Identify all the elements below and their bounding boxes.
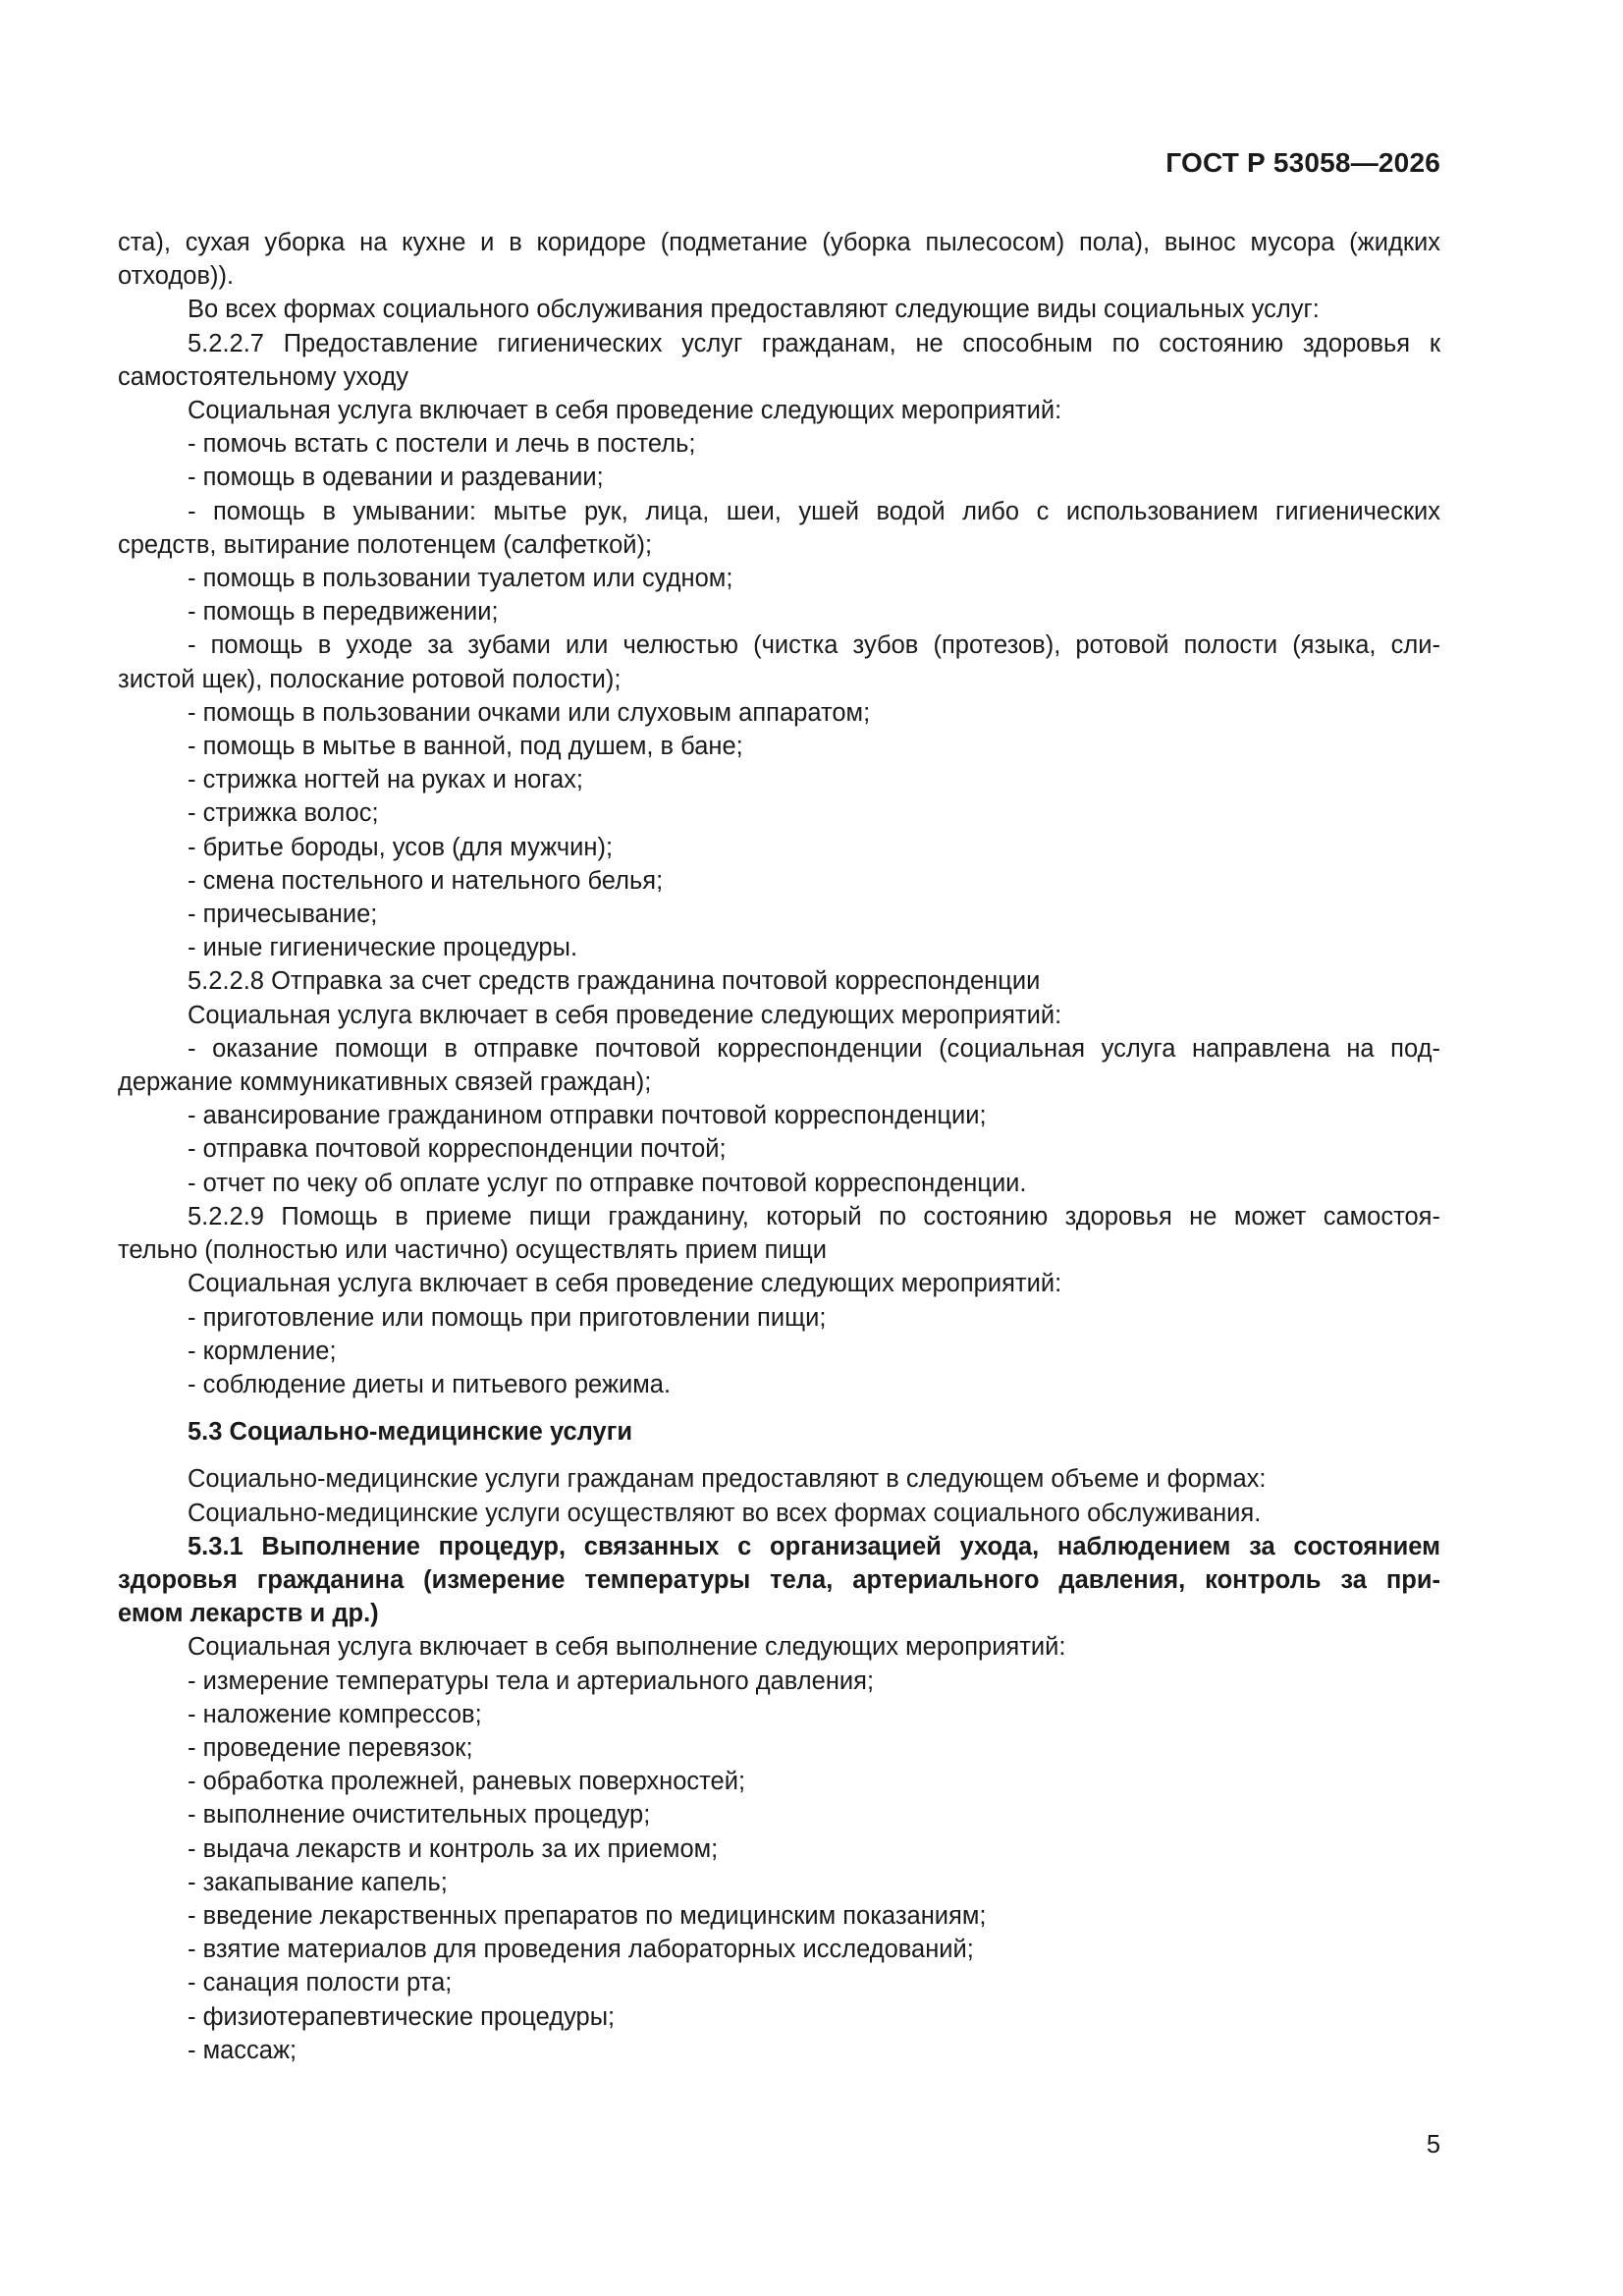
section-5-3-title: 5.3 Социально-медицинские услуги <box>188 1418 633 1447</box>
list-item: - измерение температуры тела и артериального давления; <box>188 1667 875 1695</box>
list-item: - помощь в пользовании очками или слуховым аппаратом; <box>188 698 871 727</box>
list-item: - массаж; <box>188 2036 298 2064</box>
clause-5-2-2-7-title: 5.2.2.7 Предоставление гигиенических услуг гражданам, не способным по состоянию здоровья к <box>188 329 1440 357</box>
list-item: - выдача лекарств и контроль за их приемом; <box>188 1834 719 1863</box>
list-item: - помощь в умывании: мытье рук, лица, шеи, ушей водой либо с использованием гигиенических <box>188 497 1440 525</box>
clause-5-2-2-9-title-cont: тельно (полностью или частично) осуществлять прием пищи <box>118 1236 827 1265</box>
paragraph: отходов)). <box>118 262 235 291</box>
list-item: - выполнение очистительных процедур; <box>188 1801 651 1830</box>
list-item: - помочь встать с постели и лечь в постель; <box>188 430 696 459</box>
clause-5-2-2-8-title: 5.2.2.8 Отправка за счет средств гражданина почтовой корреспонденции <box>188 967 1041 996</box>
list-item: - введение лекарственных препаратов по медицинским показаниям; <box>188 1901 987 1930</box>
page-number: 5 <box>1426 2131 1440 2159</box>
paragraph: ста), сухая уборка на кухне и в коридоре (подметание (уборка пылесосом) пола), вынос мусора (жидких <box>118 229 1440 256</box>
list-item: - проведение перевязок; <box>188 1733 473 1762</box>
list-item-cont: средств, вытирание полотенцем (салфеткой); <box>118 530 653 559</box>
list-item: - оказание помощи в отправке почтовой корреспонденции (социальная услуга направлена на под- <box>188 1034 1440 1063</box>
list-item: - кормление; <box>188 1337 337 1365</box>
list-item: - помощь в пользовании туалетом или судном; <box>188 565 733 593</box>
clause-5-2-2-9-title: 5.2.2.9 Помощь в приеме пищи гражданину, который по состоянию здоровья не может самостоя- <box>188 1202 1440 1230</box>
list-item: - стрижка волос; <box>188 799 379 828</box>
list-item: - помощь в одевании и раздевании; <box>188 464 604 492</box>
list-item: - санация полости рта; <box>188 1969 453 1997</box>
list-item: - авансирование гражданином отправки почтовой корреспонденции; <box>188 1102 987 1130</box>
clause-5-3-1-title-cont: емом лекарств и др.) <box>118 1600 379 1628</box>
list-item: - приготовление или помощь при приготовлении пищи; <box>188 1303 827 1332</box>
list-item: - соблюдение диеты и питьевого режима. <box>188 1370 672 1398</box>
list-item: - причесывание; <box>188 901 378 929</box>
list-item: - обработка пролежней, раневых поверхностей; <box>188 1768 746 1796</box>
list-item: - физиотерапевтические процедуры; <box>188 2002 616 2031</box>
paragraph: Социальная услуга включает в себя проведение следующих мероприятий: <box>188 397 1062 425</box>
paragraph: Социальная услуга включает в себя выполнение следующих мероприятий: <box>188 1633 1066 1662</box>
document-header-code: ГОСТ Р 53058—2026 <box>1165 147 1440 178</box>
list-item: - помощь в передвижении; <box>188 598 499 627</box>
list-item: - стрижка ногтей на руках и ногах; <box>188 766 584 794</box>
list-item: - закапывание капель; <box>188 1868 448 1896</box>
clause-5-3-1-title: 5.3.1 Выполнение процедур, связанных с организацией ухода, наблюдением за состоянием <box>188 1532 1440 1560</box>
paragraph: Социальная услуга включает в себя проведение следующих мероприятий: <box>188 1270 1062 1298</box>
list-item: - взятие материалов для проведения лабораторных исследований; <box>188 1936 974 1964</box>
list-item: - смена постельного и нательного белья; <box>188 866 664 895</box>
list-item-cont: держание коммуникативных связей граждан); <box>118 1068 652 1097</box>
paragraph: Социально-медицинские услуги осуществляют во всех формах социального обслуживания. <box>188 1499 1262 1527</box>
list-item-cont: зистой щек), полоскание ротовой полости); <box>118 665 622 693</box>
paragraph: Во всех формах социального обслуживания предоставляют следующие виды социальных услуг: <box>188 296 1320 324</box>
paragraph: Социально-медицинские услуги гражданам предоставляют в следующем объеме и формах: <box>188 1465 1267 1494</box>
list-item: - бритье бороды, усов (для мужчин); <box>188 833 614 861</box>
list-item: - помощь в мытье в ванной, под душем, в бане; <box>188 733 743 761</box>
list-item: - наложение компрессов; <box>188 1700 482 1728</box>
list-item: - помощь в уходе за зубами или челюстью (чистка зубов (протезов), ротовой полости (языка, сли- <box>188 631 1440 660</box>
document-body <box>118 226 1440 2067</box>
paragraph: Социальная услуга включает в себя проведение следующих мероприятий: <box>188 1001 1062 1029</box>
clause-5-2-2-7-title-cont: самостоятельному уходу <box>118 362 409 391</box>
list-item: - отчет по чеку об оплате услуг по отправке почтовой корреспонденции. <box>188 1169 1027 1197</box>
list-item: - отправка почтовой корреспонденции почтой; <box>188 1135 727 1164</box>
clause-5-3-1-title-cont: здоровья гражданина (измерение температуры тела, артериального давления, контроль за при- <box>118 1565 1440 1594</box>
list-item: - иные гигиенические процедуры. <box>188 934 578 962</box>
